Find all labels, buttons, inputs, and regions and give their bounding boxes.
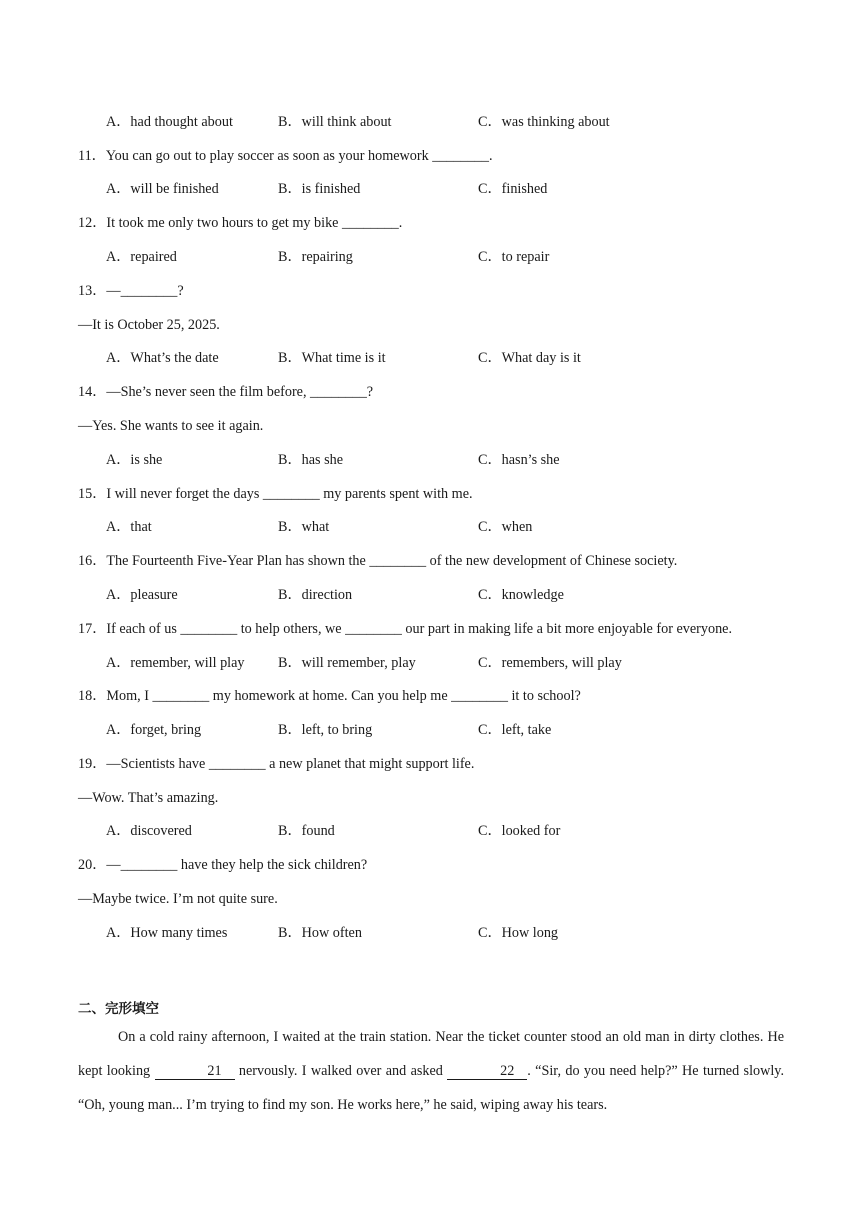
cloze-text-1: On a cold rainy afternoon, I waited at the train station. Near the ticket counter stood an old man in dirty clothes. He kept looking <box>78 1029 784 1079</box>
q16-option-b: B．direction <box>278 587 353 603</box>
q14-stem: 14．—She’s never seen the film before, ________? <box>78 384 374 400</box>
q16-option-a: A．pleasure <box>106 587 178 603</box>
q18-options <box>106 721 806 739</box>
q10-option-a: A．had thought about <box>106 114 233 130</box>
cloze-text-2: nervously. I walked over and asked <box>234 1063 448 1079</box>
q11-option-a: A．will be finished <box>106 181 219 197</box>
q15-option-c: C．when <box>478 519 533 535</box>
cloze-passage <box>78 1020 784 1122</box>
q20-option-a: A．How many times <box>106 925 228 941</box>
q19-option-b: B．found <box>278 823 335 839</box>
q13-answer-line: —It is October 25, 2025. <box>78 317 220 333</box>
cloze-blank-21: 21 <box>155 1063 235 1080</box>
q14-options <box>106 451 806 469</box>
q14-option-c: C．hasn’s she <box>478 452 560 468</box>
q10-options <box>106 113 806 131</box>
q16-options <box>106 586 806 604</box>
q18-option-a: A．forget, bring <box>106 722 202 738</box>
q12-option-c: C．to repair <box>478 249 550 265</box>
q20-options <box>106 924 806 942</box>
q19-stem: 19．—Scientists have ________ a new planet that might support life. <box>78 756 475 772</box>
q11-options <box>106 180 806 198</box>
q20-option-c: C．How long <box>478 925 559 941</box>
q17-option-b: B．will remember, play <box>278 655 416 671</box>
q12-option-b: B．repairing <box>278 249 353 265</box>
q16-option-c: C．knowledge <box>478 587 564 603</box>
q13-option-a: A．What’s the date <box>106 350 219 366</box>
q11-stem: 11．You can go out to play soccer as soon as your homework ________. <box>78 148 493 164</box>
cloze-text-3: . “Sir, do you need help?” He turned slowly. “Oh, young man... I’m trying to find my son. He works here,” he said, wiping away his tears. <box>78 1063 785 1113</box>
q15-options <box>106 518 806 536</box>
q12-options <box>106 248 806 266</box>
q14-answer-line: —Yes. She wants to see it again. <box>78 418 264 434</box>
q16-stem: 16．The Fourteenth Five-Year Plan has shown the ________ of the new development of Chinese society. <box>78 553 678 569</box>
q11-option-c: C．finished <box>478 181 548 197</box>
q13-options <box>106 349 806 367</box>
q19-option-a: A．discovered <box>106 823 192 839</box>
q13-option-c: C．What day is it <box>478 350 581 366</box>
section-title-cloze: 二、完形填空 <box>78 1001 159 1017</box>
q19-options <box>106 822 806 840</box>
q14-option-a: A．is she <box>106 452 163 468</box>
q20-answer-line: —Maybe twice. I’m not quite sure. <box>78 891 278 907</box>
q10-option-c: C．was thinking about <box>478 114 610 130</box>
q18-stem: 18．Mom, I ________ my homework at home. Can you help me ________ it to school? <box>78 688 581 704</box>
q12-stem: 12．It took me only two hours to get my bike ________. <box>78 215 403 231</box>
q17-option-c: C．remembers, will play <box>478 655 622 671</box>
q19-answer-line: —Wow. That’s amazing. <box>78 790 219 806</box>
q11-option-b: B．is finished <box>278 181 361 197</box>
cloze-blank-22: 22 <box>447 1063 527 1080</box>
q12-option-a: A．repaired <box>106 249 177 265</box>
q17-stem: 17．If each of us ________ to help others, we ________ our part in making life a bit more enjoyable for everyone. <box>78 621 733 637</box>
q10-option-b: B．will think about <box>278 114 392 130</box>
q15-option-a: A．that <box>106 519 152 535</box>
q20-option-b: B．How often <box>278 925 362 941</box>
q18-option-b: B．left, to bring <box>278 722 373 738</box>
q13-stem: 13．—________? <box>78 283 184 299</box>
q17-option-a: A．remember, will play <box>106 655 245 671</box>
q19-option-c: C．looked for <box>478 823 561 839</box>
q14-option-b: B．has she <box>278 452 344 468</box>
q20-stem: 20．—________ have they help the sick children? <box>78 857 368 873</box>
q17-options <box>106 654 806 672</box>
q18-option-c: C．left, take <box>478 722 552 738</box>
q15-stem: 15．I will never forget the days ________ my parents spent with me. <box>78 486 473 502</box>
q15-option-b: B．what <box>278 519 330 535</box>
q13-option-b: B．What time is it <box>278 350 386 366</box>
